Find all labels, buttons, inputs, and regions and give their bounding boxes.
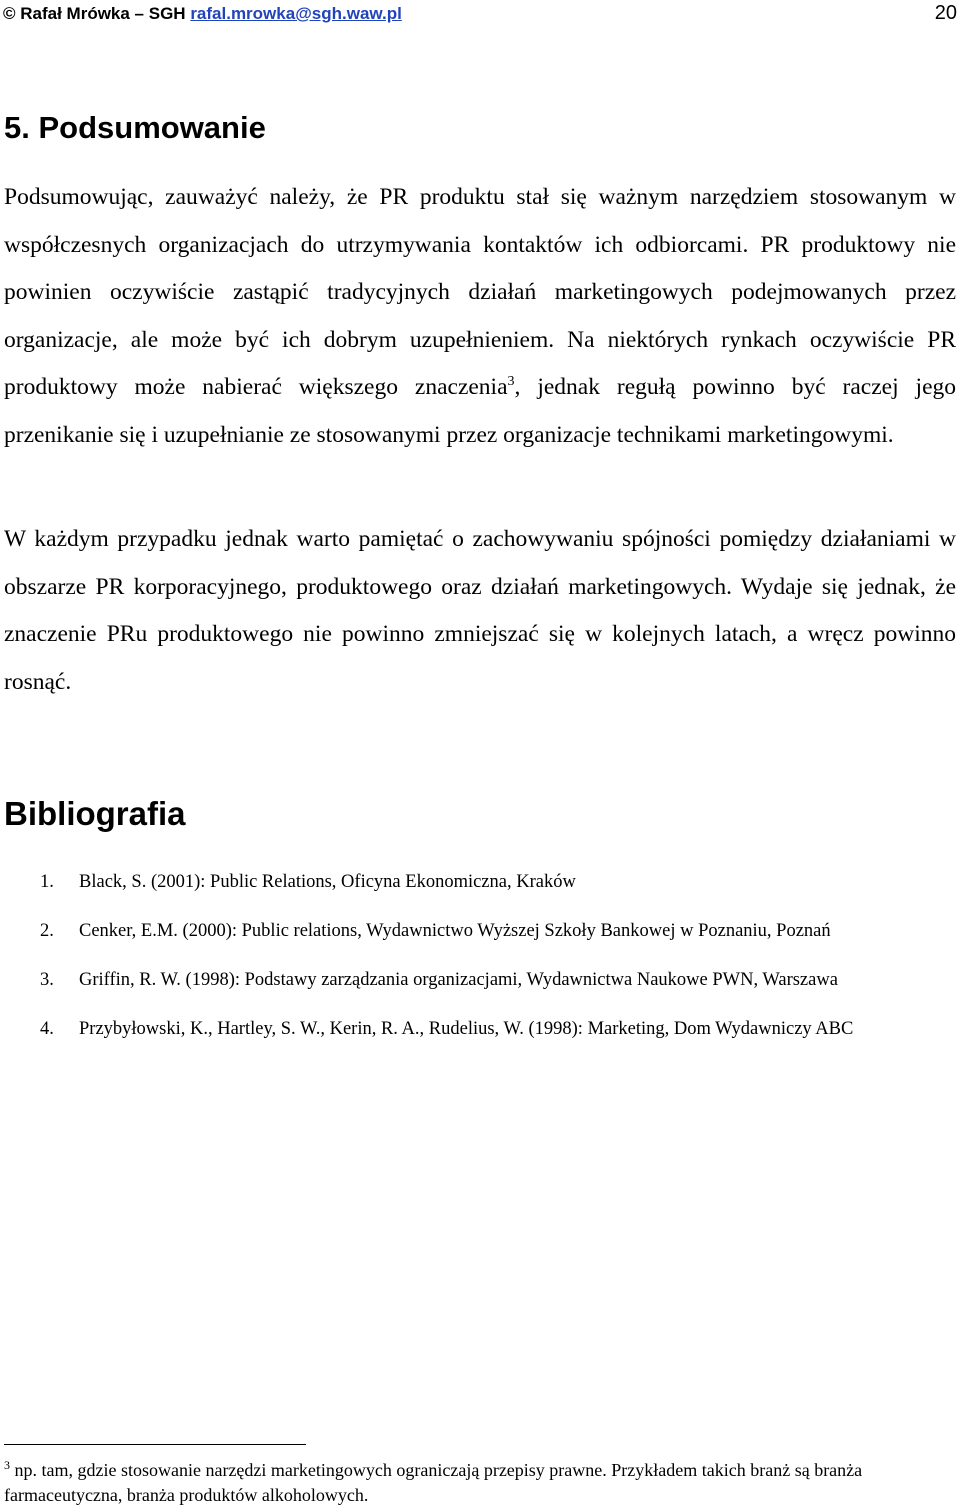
bibliography-item-number: 4. [40, 1019, 54, 1039]
bibliography-item [40, 962, 956, 998]
header-author: © Rafał Mrówka – SGH [3, 4, 186, 23]
bibliography-item-text: Cenker, E.M. (2000): Public relations, Wydawnictwo Wyższej Szkoły Bankowej w Poznaniu, Poznań [79, 921, 831, 941]
summary-paragraph-1 [4, 174, 956, 459]
bibliography-item [40, 1011, 956, 1047]
bibliography-item-text: Griffin, R. W. (1998): Podstawy zarządzania organizacjami, Wydawnictwa Naukowe PWN, Warszawa [79, 970, 838, 990]
header-email-link[interactable]: rafal.mrowka@sgh.waw.pl [190, 4, 402, 23]
section-heading-summary: 5. Podsumowanie [4, 110, 266, 145]
bibliography-item-text: Black, S. (2001): Public Relations, Oficyna Ekonomiczna, Kraków [79, 872, 576, 892]
summary-paragraph-1-part-a: Podsumowując, zauważyć należy, że PR produktu stał się ważnym narzędziem stosowanym w współczesnych organizacjach do utrzymywania kontaktów ich odbiorcami. PR produktowy nie powinien oczywiście zastąpić tradycyjnych działań marketingowych podejmowanych przez organizacje, ale może być ich dobrym uzupełnieniem. Na niektórych rynkach oczywiście PR produktowy może nabierać większego znaczenia [4, 184, 956, 400]
footnote [4, 1458, 956, 1508]
bibliography-item [40, 864, 956, 900]
page-header [3, 4, 957, 30]
bibliography-item-number: 1. [40, 872, 54, 892]
footnote-text: np. tam, gdzie stosowanie narzędzi marketingowych ograniczają przepisy prawne. Przykładem takich branż są branża farmaceutyczna, branża produktów alkoholowych. [4, 1460, 863, 1505]
footnote-reference[interactable]: 3 [507, 374, 515, 390]
header-author-line [3, 4, 402, 24]
bibliography-item-number: 3. [40, 970, 54, 990]
bibliography-item-text: Przybyłowski, K., Hartley, S. W., Kerin, R. A., Rudelius, W. (1998): Marketing, Dom Wydawniczy ABC [79, 1019, 854, 1039]
footnote-marker: 3 [4, 1458, 10, 1472]
summary-paragraph-1-part-b: , jednak regułą powinno być raczej jego przenikanie się i uzupełnianie ze stosowanymi przez organizacje technikami marketingowymi. [4, 374, 956, 448]
bibliography-item-number: 2. [40, 921, 54, 941]
summary-paragraph-2: W każdym przypadku jednak warto pamiętać o zachowywaniu spójności pomiędzy działaniami w obszarze PR korporacyjnego, produktowego oraz działań marketingowych. Wydaje się jednak, że znaczenie PRu produktowego nie powinno zmniejszać się w kolejnych latach, a wręcz powinno rosnąć. [4, 526, 956, 695]
bibliography-list [40, 864, 956, 1060]
bibliography-item [40, 913, 956, 949]
page-number: 20 [934, 2, 957, 24]
footnote-separator [4, 1444, 306, 1445]
section-heading-bibliography: Bibliografia [4, 795, 186, 832]
